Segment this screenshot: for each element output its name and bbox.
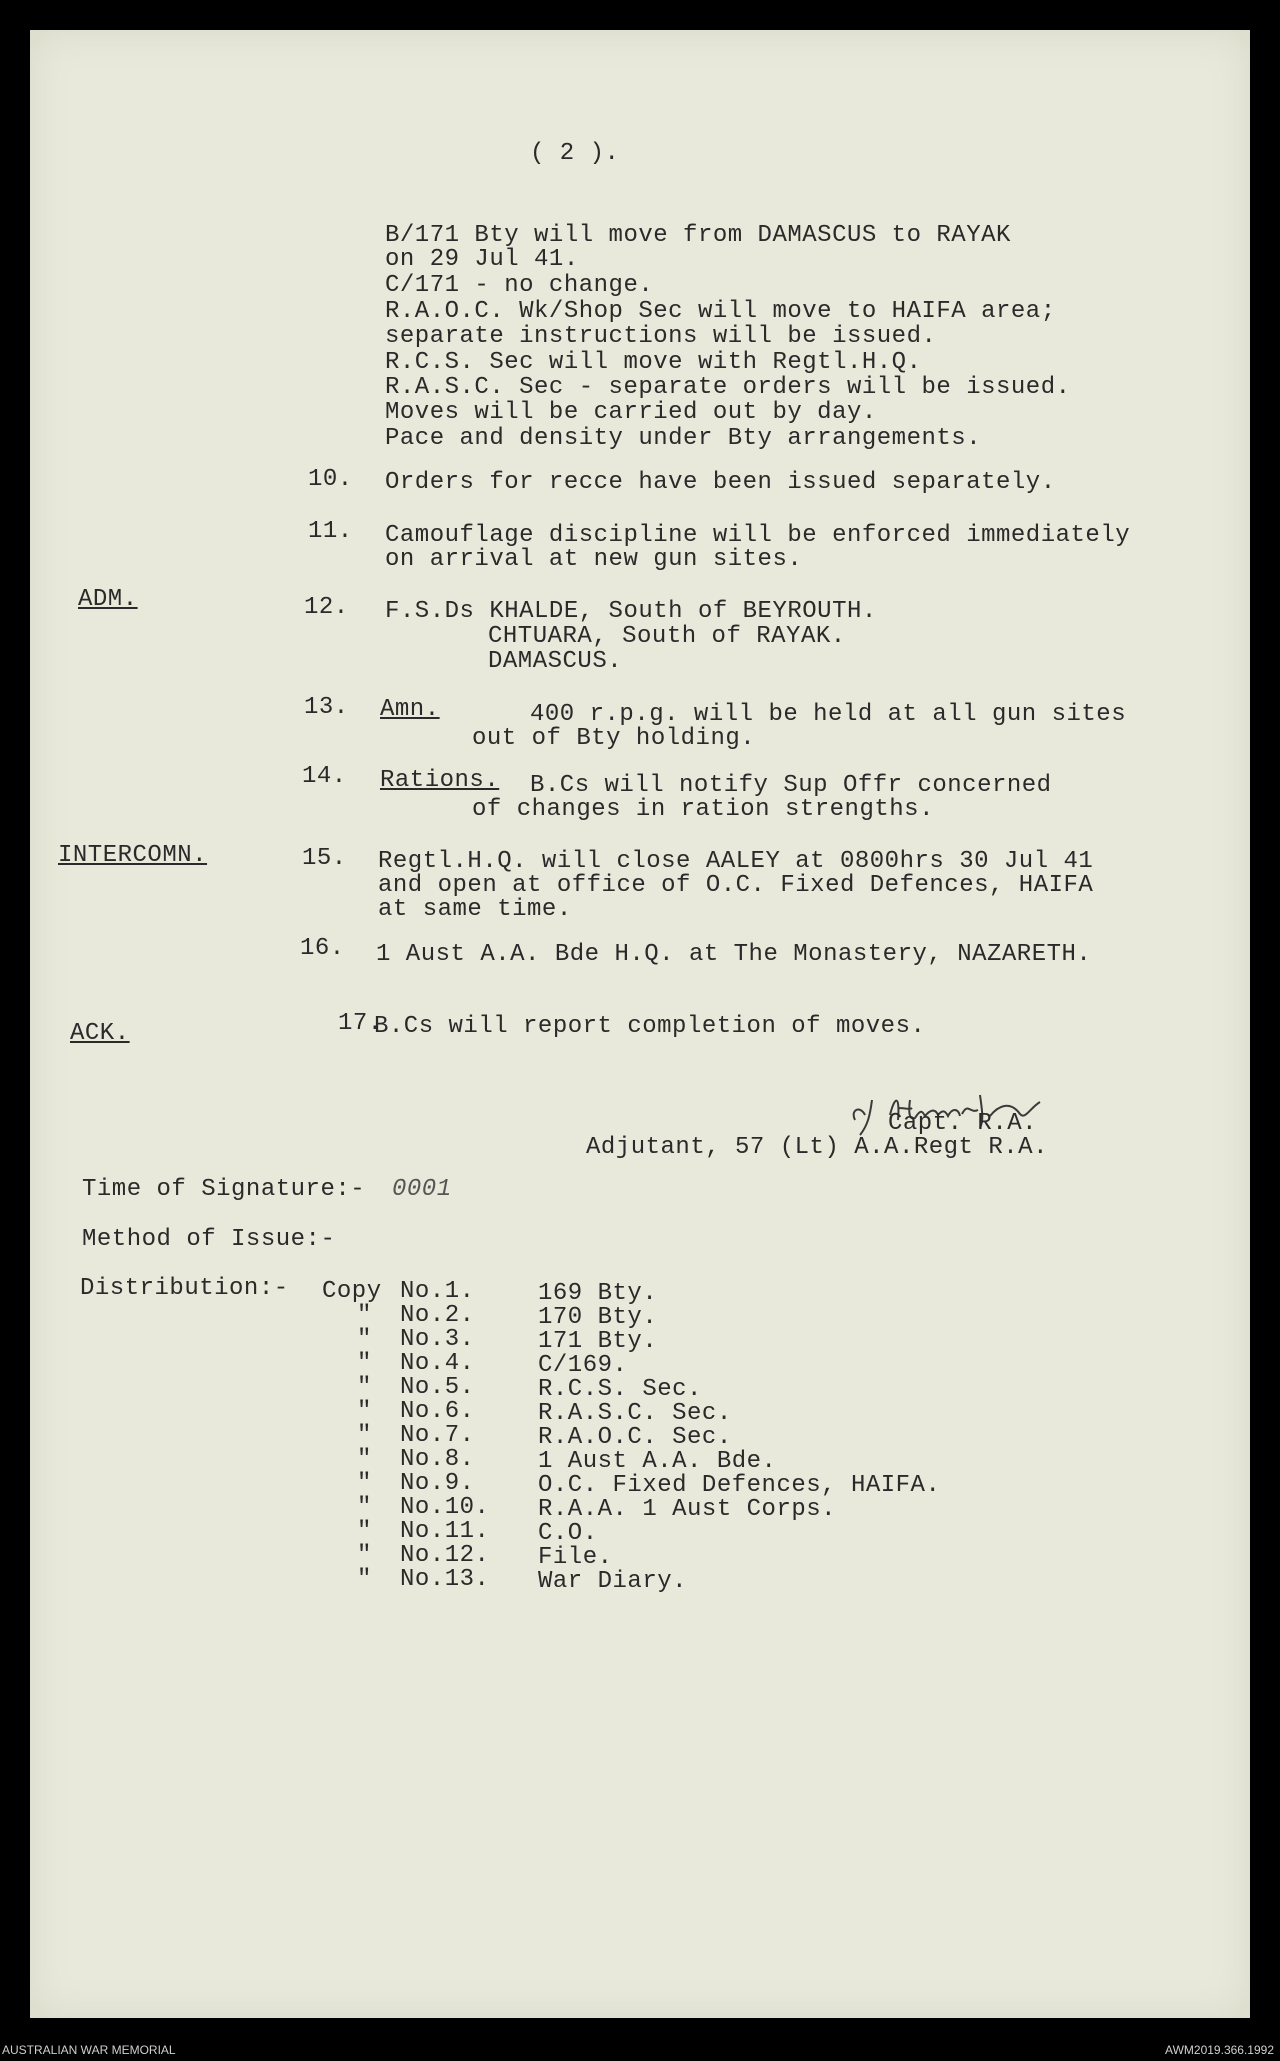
order-line: Pace and density under Bty arrangements. <box>385 425 982 452</box>
para-14-line: of changes in ration strengths. <box>472 796 934 823</box>
dist-prefix: Copy <box>322 1278 382 1305</box>
para-13-heading: Amn. <box>380 696 440 723</box>
dist-recipient: R.A.S.C. Sec. <box>538 1400 732 1427</box>
archive-reference: AWM2019.366.1992 <box>1165 2043 1274 2057</box>
dist-recipient: 1 Aust A.A. Bde. <box>538 1448 777 1475</box>
para-16-text: 1 Aust A.A. Bde H.Q. at The Monastery, NAZARETH. <box>376 941 1092 968</box>
signature-title: Adjutant, 57 (Lt) A.A.Regt R.A. <box>586 1134 1048 1161</box>
document-page <box>30 30 1250 2018</box>
dist-prefix: " <box>357 1398 372 1425</box>
dist-copy-no: No.8. <box>400 1446 475 1473</box>
order-line: C/171 - no change. <box>385 272 654 299</box>
dist-prefix: " <box>357 1326 372 1353</box>
signature-rank: Capt. R.A. <box>888 1110 1038 1137</box>
dist-recipient: War Diary. <box>538 1568 688 1595</box>
para-15-line: Regtl.H.Q. will close AALEY at 0800hrs 30 Jul 41 <box>378 848 1094 875</box>
para-13-line: 400 r.p.g. will be held at all gun sites <box>530 701 1127 728</box>
dist-copy-no: No.7. <box>400 1422 475 1449</box>
dist-copy-no: No.6. <box>400 1398 475 1425</box>
method-of-issue-label: Method of Issue:- <box>82 1226 336 1253</box>
order-line: R.A.O.C. Wk/Shop Sec will move to HAIFA area; <box>385 298 1056 325</box>
para-15-line: and open at office of O.C. Fixed Defences, HAIFA <box>378 872 1094 899</box>
dist-recipient: C.O. <box>538 1520 598 1547</box>
dist-prefix: " <box>357 1494 372 1521</box>
para-11-line: on arrival at new gun sites. <box>385 546 803 573</box>
dist-copy-no: No.3. <box>400 1326 475 1353</box>
para-10-text: Orders for recce have been issued separately. <box>385 469 1056 496</box>
para-13-number: 13. <box>304 694 349 721</box>
dist-copy-no: No.4. <box>400 1350 475 1377</box>
time-of-signature-value: 0001 <box>392 1176 452 1203</box>
dist-recipient: File. <box>538 1544 613 1571</box>
para-14-line: B.Cs will notify Sup Offr concerned <box>530 772 1052 799</box>
archive-credit: AUSTRALIAN WAR MEMORIAL <box>2 2043 176 2057</box>
dist-recipient: R.C.S. Sec. <box>538 1376 702 1403</box>
ack-label: ACK. <box>70 1020 130 1047</box>
dist-copy-no: No.13. <box>400 1566 490 1593</box>
dist-copy-no: No.2. <box>400 1302 475 1329</box>
dist-copy-no: No.5. <box>400 1374 475 1401</box>
para-11-number: 11. <box>308 518 353 545</box>
para-15-line: at same time. <box>378 896 572 923</box>
order-line: separate instructions will be issued. <box>385 323 937 350</box>
dist-recipient: R.A.O.C. Sec. <box>538 1424 732 1451</box>
order-line: R.C.S. Sec will move with Regtl.H.Q. <box>385 349 922 376</box>
dist-recipient: 171 Bty. <box>538 1328 658 1355</box>
para-17-text: B.Cs will report completion of moves. <box>374 1013 926 1040</box>
dist-prefix: " <box>357 1542 372 1569</box>
page-number: ( 2 ). <box>530 140 620 167</box>
dist-prefix: " <box>357 1566 372 1593</box>
distribution-label: Distribution:- <box>80 1275 289 1302</box>
para-14-heading: Rations. <box>380 767 500 794</box>
dist-prefix: " <box>357 1518 372 1545</box>
dist-recipient: C/169. <box>538 1352 628 1379</box>
para-16-number: 16. <box>300 935 345 962</box>
dist-prefix: " <box>357 1350 372 1377</box>
para-15-number: 15. <box>302 845 347 872</box>
para-17-number: 17. <box>338 1010 383 1037</box>
dist-copy-no: No.10. <box>400 1494 490 1521</box>
para-10-number: 10. <box>308 466 353 493</box>
order-line: Moves will be carried out by day. <box>385 399 877 426</box>
dist-prefix: " <box>357 1374 372 1401</box>
order-line: on 29 Jul 41. <box>385 246 579 273</box>
intercomn-label: INTERCOMN. <box>58 842 208 869</box>
para-13-line: out of Bty holding. <box>472 725 756 752</box>
para-14-number: 14. <box>302 763 347 790</box>
dist-prefix: " <box>357 1470 372 1497</box>
order-line: R.A.S.C. Sec - separate orders will be issued. <box>385 374 1071 401</box>
dist-copy-no: No.12. <box>400 1542 490 1569</box>
dist-recipient: O.C. Fixed Defences, HAIFA. <box>538 1472 941 1499</box>
dist-prefix: " <box>357 1422 372 1449</box>
order-line: B/171 Bty will move from DAMASCUS to RAYAK <box>385 222 1011 249</box>
dist-recipient: R.A.A. 1 Aust Corps. <box>538 1496 837 1523</box>
para-12-number: 12. <box>304 594 349 621</box>
adm-label: ADM. <box>78 586 138 613</box>
para-11-line: Camouflage discipline will be enforced immediately <box>385 522 1131 549</box>
time-of-signature-label: Time of Signature:- <box>82 1176 366 1203</box>
dist-prefix: " <box>357 1446 372 1473</box>
dist-copy-no: No.1. <box>400 1278 475 1305</box>
para-12-line: F.S.Ds KHALDE, South of BEYROUTH. <box>385 598 877 625</box>
dist-recipient: 169 Bty. <box>538 1280 658 1307</box>
para-12-line: DAMASCUS. <box>488 648 623 675</box>
dist-copy-no: No.9. <box>400 1470 475 1497</box>
dist-recipient: 170 Bty. <box>538 1304 658 1331</box>
dist-prefix: " <box>357 1302 372 1329</box>
dist-copy-no: No.11. <box>400 1518 490 1545</box>
para-12-line: CHTUARA, South of RAYAK. <box>488 623 846 650</box>
